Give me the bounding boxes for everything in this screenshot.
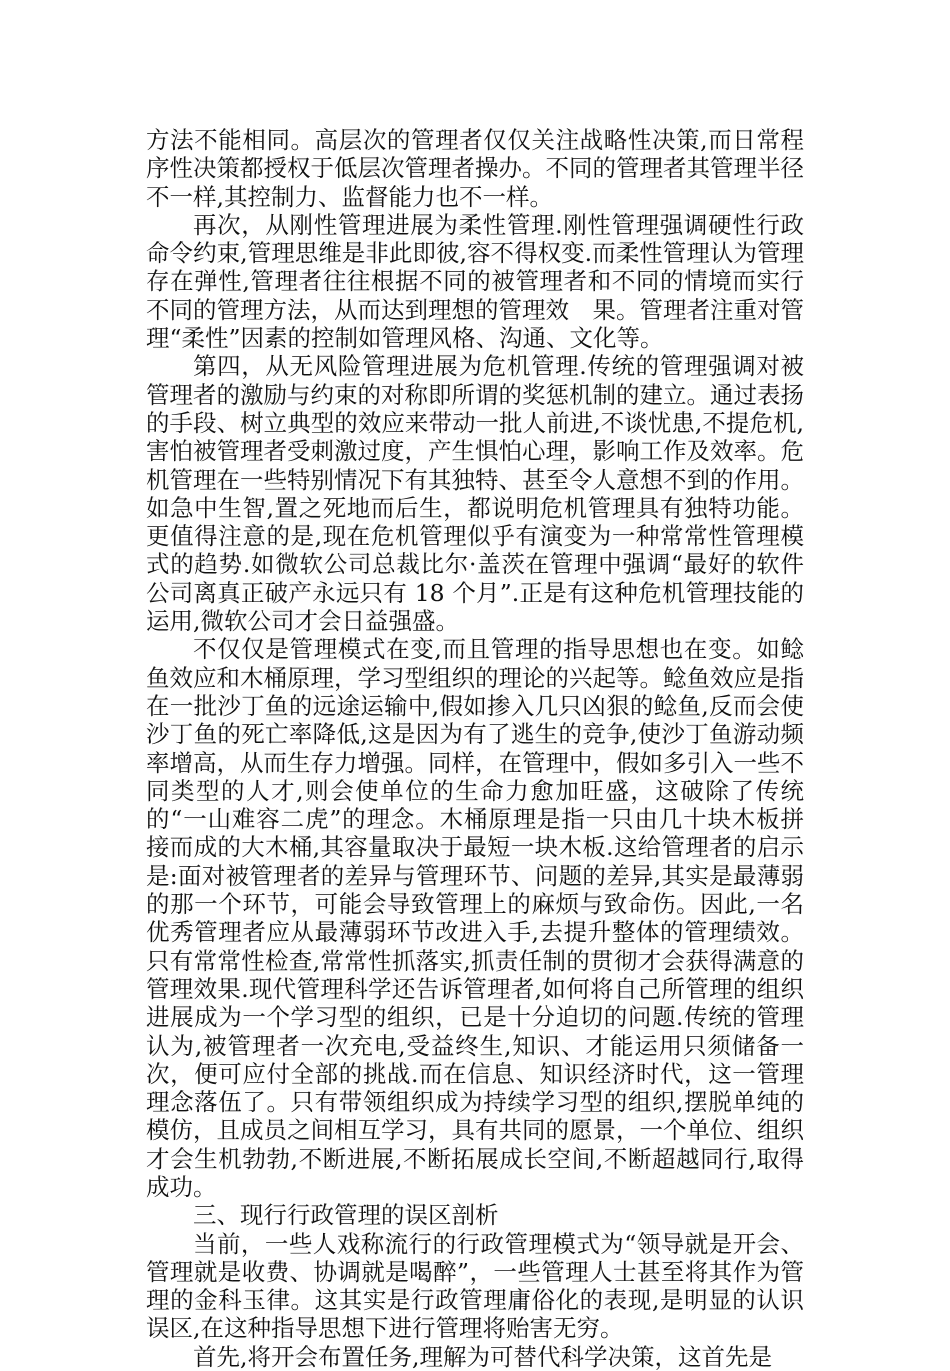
document-body <box>146 126 804 1371</box>
paragraph-misconceptions: 当前，一些人戏称流行的行政管理模式为“领导就是开会、管理就是收费、协调就是喝醉”，一些管理人士甚至将其作为管理的金科玉律。这其实是行政管理庸俗化的表现,是明显的认识误区,在这种指导思想下进行管理将贻害无穷。 <box>146 1229 804 1343</box>
paragraph-guiding-thought: 不仅仅是管理模式在变,而且管理的指导思想也在变。如鲶鱼效应和木桶原理，学习型组织的理论的兴起等。鲶鱼效应是指在一批沙丁鱼的远途运输中,假如掺入几只凶狠的鲶鱼,反而会使沙丁鱼的死亡率降低,这是因为有了逃生的竞争,使沙丁鱼游动频率增高，从而生存力增强。同样，在管理中，假如多引入一些不同类型的人才,则会使单位的生命力愈加旺盛，这破除了传统的“一山难容二虎”的理念。木桶原理是指一只由几十块木板拼接而成的大木桶,其容量取决于最短一块木板.这给管理者的启示是:面对被管理者的差异与管理环节、问题的差异,其实是最薄弱的那一个环节，可能会导致管理上的麻烦与致命伤。因此,一名优秀管理者应从最薄弱环节改进入手,去提升整体的管理绩效。只有常常性检查,常常性抓落实,抓责任制的贯彻才会获得满意的管理效果.现代管理科学还告诉管理者,如何将自己所管理的组织进展成为一个学习型的组织，已是十分迫切的问题.传统的管理认为,被管理者一次充电,受益终生,知识、才能运用只须储备一次，便可应付全部的挑战.而在信息、知识经济时代，这一管理理念落伍了。只有带领组织成为持续学习型的组织,摆脱单纯的模仿，且成员之间相互学习，具有共同的愿景，一个单位、组织才会生机勃勃,不断进展,不断拓展成长空间,不断超越同行,取得成功。 <box>146 635 804 1201</box>
paragraph-continuation: 方法不能相同。高层次的管理者仅仅关注战略性决策,而日常程序性决策都授权于低层次管理者操办。不同的管理者其管理半径不一样,其控制力、监督能力也不一样。 <box>146 126 804 211</box>
paragraph-crisis-management: 第四，从无风险管理进展为危机管理.传统的管理强调对被管理者的激励与约束的对称即所谓的奖惩机制的建立。通过表扬的手段、树立典型的效应来带动一批人前进,不谈忧患,不提危机,害怕被管理者受刺激过度，产生惧怕心理，影响工作及效率。危机管理在一些特别情况下有其独特、甚至令人意想不到的作用。如急中生智,置之死地而后生，都说明危机管理具有独特功能。更值得注意的是,现在危机管理似乎有演变为一种常常性管理模式的趋势.如微软公司总裁比尔·盖茨在管理中强调“最好的软件公司离真正破产永远只有 18 个月”.正是有这种危机管理技能的运用,微软公司才会日益强盛。 <box>146 352 804 636</box>
section-heading: 三、现行行政管理的误区剖析 <box>193 1201 499 1230</box>
paragraph-firstly: 首先,将开会布置任务,理解为可替代科学决策，这首先是 <box>193 1342 772 1371</box>
paragraph-flexible-management: 再次，从刚性管理进展为柔性管理.刚性管理强调硬性行政命令约束,管理思维是非此即彼,容不得权变.而柔性管理认为管理存在弹性,管理者往往根据不同的被管理者和不同的情境而实行不同的管理方法，从而达到理想的管理效 果。管理者注重对管理“柔性”因素的控制如管理风格、沟通、文化等。 <box>146 210 804 353</box>
